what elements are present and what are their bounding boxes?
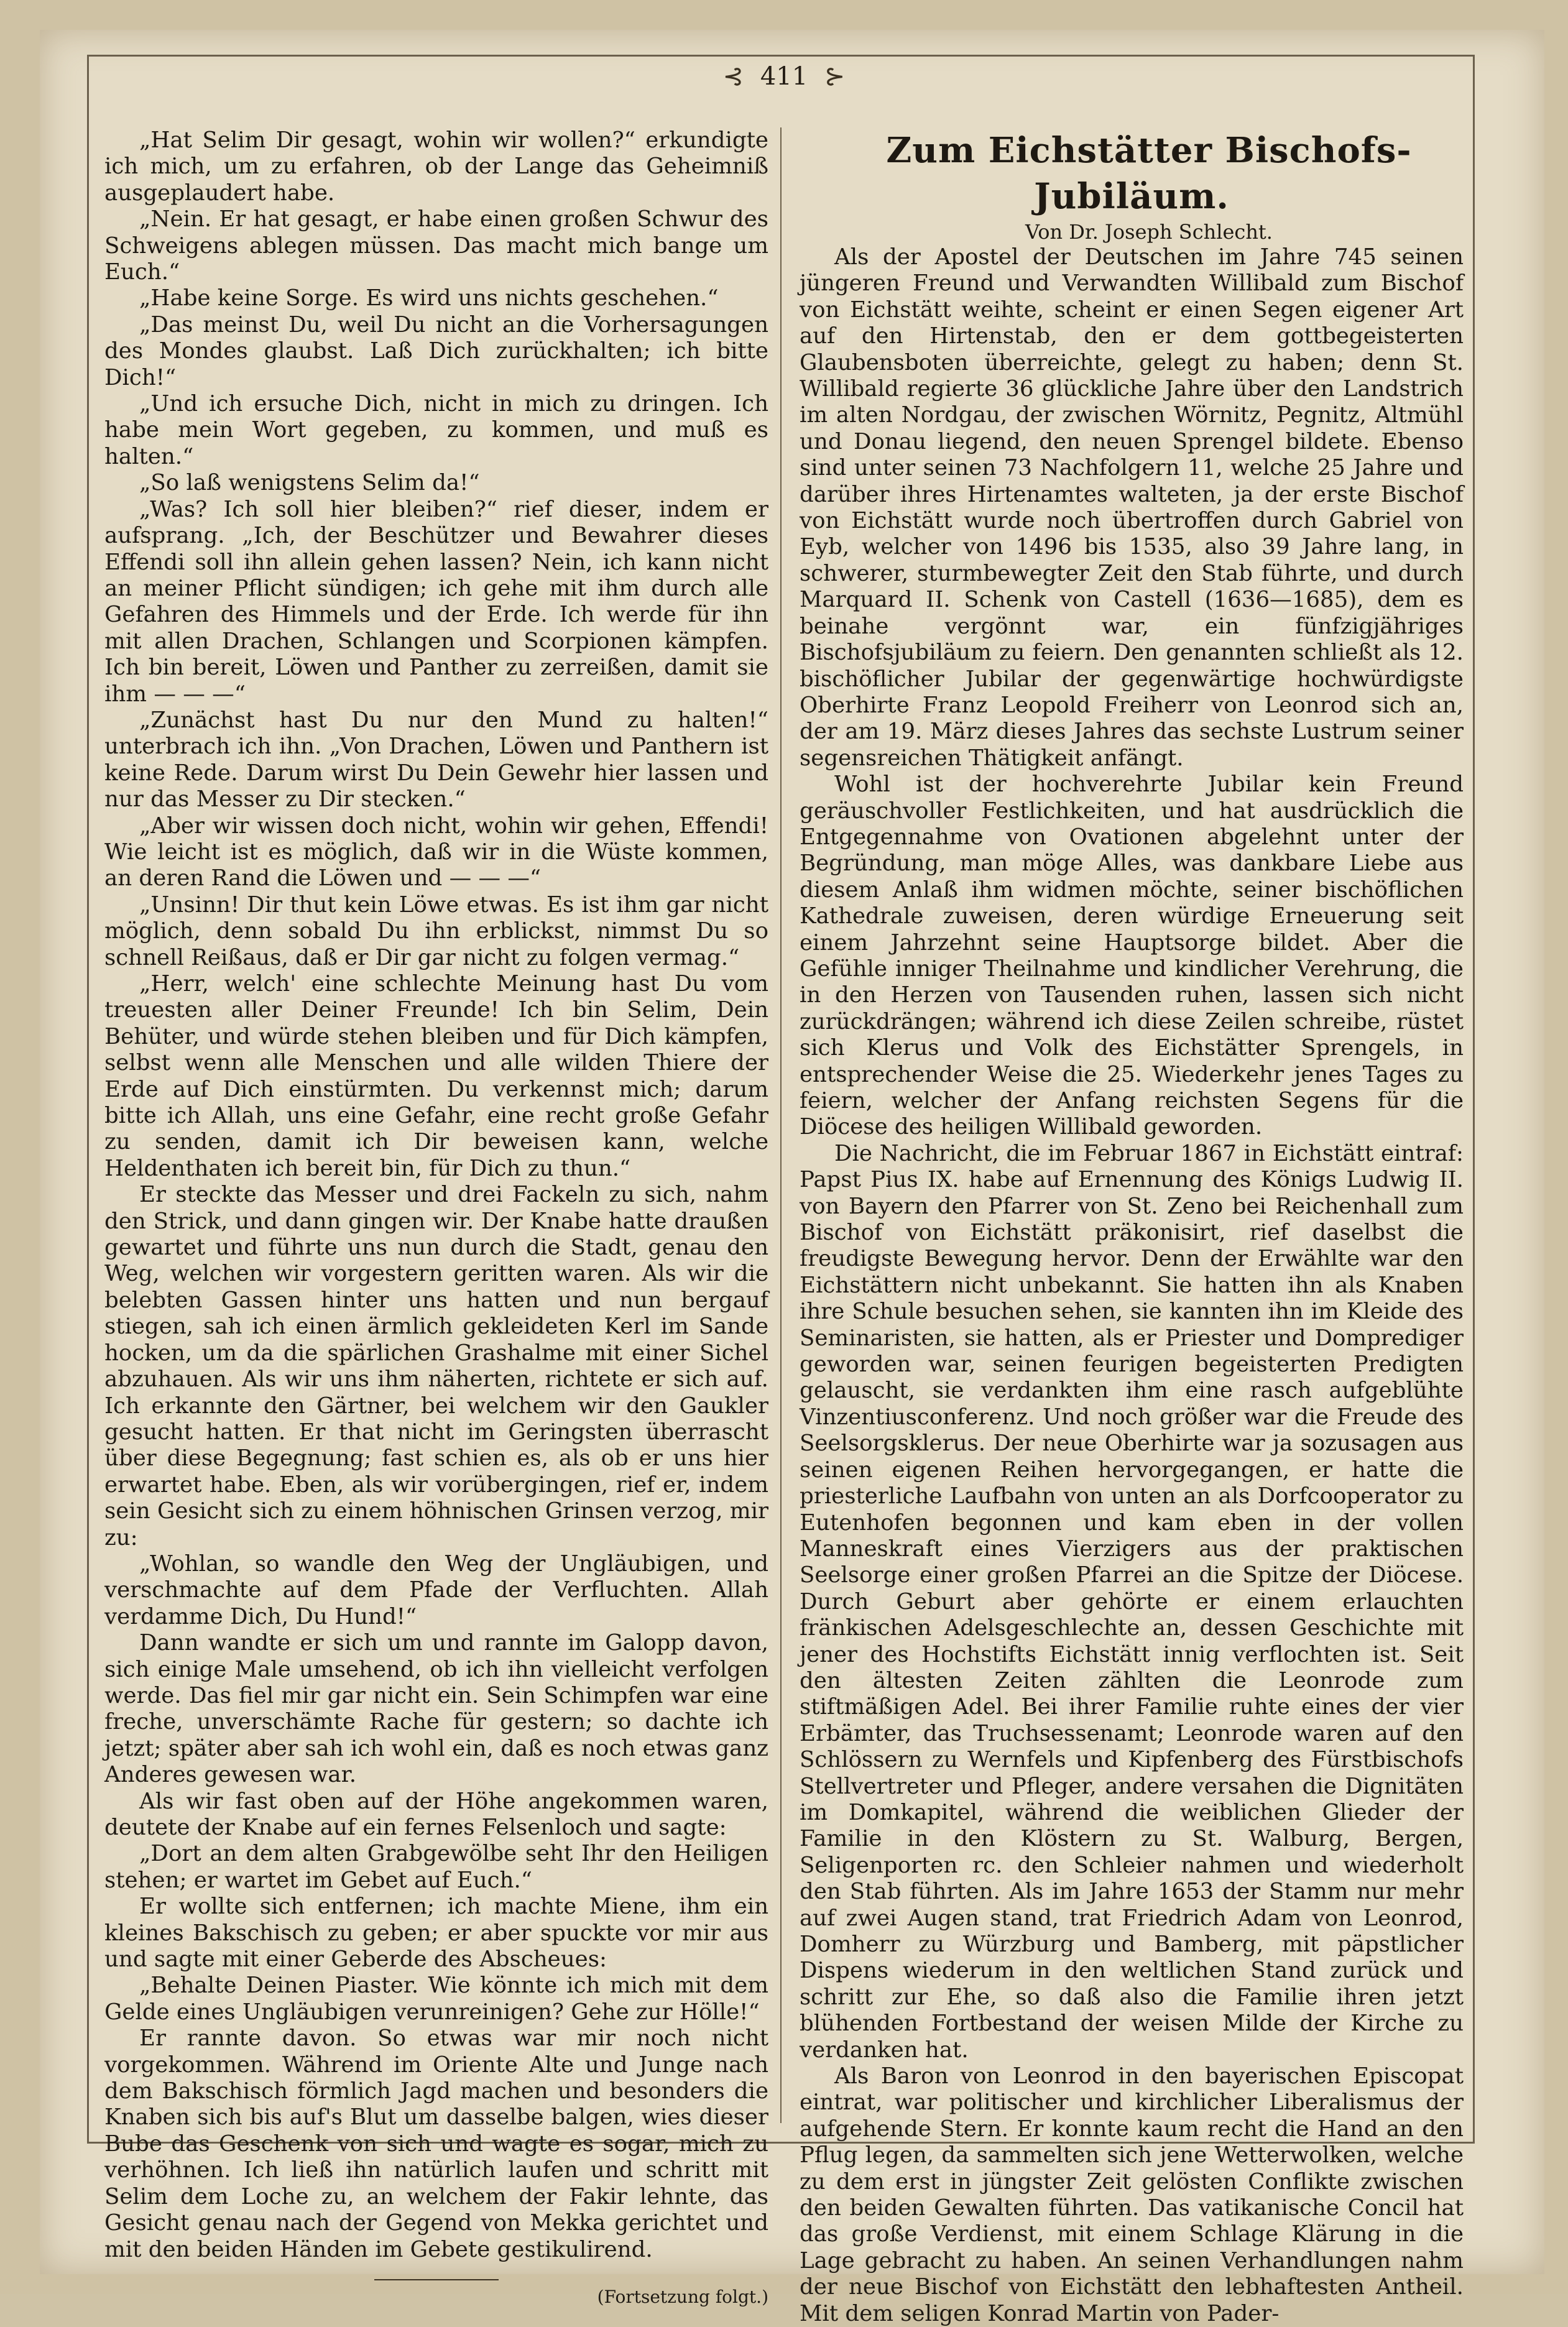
paragraph: Als Baron von Leonrod in den bayerischen Episcopat eintrat, war politischer und kirchlicher Liberalismus der aufgehende Stern. Er konnte kaum recht die Hand an den Pflug legen, da sammelten sich jene Wetterwolken, welche zu dem erst in jüngster Zeit gelösten Conflikte zwischen den beiden Gewalten führten. Das vatikanische Concil hat das große Verdienst, mit einem Schlage Klärung in die Lage gebracht zu haben. An seinen Verhandlungen nahm der neue Bischof von Eichstätt den lebhaftesten Antheil. Mit dem seligen Konrad Martin von Pader- [800, 2063, 1464, 2326]
paragraph: „Unsinn! Dir thut kein Löwe etwas. Es ist ihm gar nicht möglich, denn sobald Du ihn erblickst, nimmst Du so schnell Reißaus, daß er Dir gar nicht zu folgen vermag.“ [104, 892, 768, 970]
article-title: Zum Eichstätter Bischofs-Jubiläum. [886, 130, 1412, 217]
paragraph: „Behalte Deinen Piaster. Wie könnte ich mich mit dem Gelde eines Ungläubigen verunreinigen? Gehe zur Hölle!“ [104, 1973, 768, 2025]
paragraph: „Aber wir wissen doch nicht, wohin wir gehen, Effendi! Wie leicht ist es möglich, daß wir in die Wüste kommen, an deren Rand die Löwen und — — —“ [104, 813, 768, 892]
right-column [800, 127, 1464, 2326]
paragraph: „Herr, welch' eine schlechte Meinung hast Du vom treuesten aller Deiner Freunde! Ich bin Selim, Dein Behüter, und würde stehen bleiben und für Dich kämpfen, selbst wenn alle Menschen und alle wilden Thiere der Erde auf Dich einstürmten. Du verkennst mich; darum bitte ich Allah, uns eine Gefahr, eine recht große Gefahr zu senden, damit ich Dir beweisen kann, welche Heldenthaten ich bereit bin, für Dich zu thun.“ [104, 971, 768, 1181]
page-number: 411 [760, 62, 808, 91]
paragraph: „Und ich ersuche Dich, nicht in mich zu dringen. Ich habe mein Wort gegeben, zu kommen, und muß es halten.“ [104, 391, 768, 469]
paragraph: „Nein. Er hat gesagt, er habe einen großen Schwur des Schweigens ablegen müssen. Das macht mich bange um Euch.“ [104, 206, 768, 285]
paragraph: Die Nachricht, die im Februar 1867 in Eichstätt eintraf: Papst Pius IX. habe auf Ernennung des Königs Ludwig II. von Bayern den Pfarrer von St. Zeno bei Reichenhall zum Bischof von Eichstätt präkonisirt, rief daselbst die freudigste Bewegung hervor. Denn der Erwählte war den Eichstättern nicht unbekannt. Sie hatten ihn als Knaben ihre Schule besuchen sehen, sie kannten ihn im Kleide des Seminaristen, sie hatten, als er Priester und Domprediger geworden war, seinen feurigen begeisterten Predigten gelauscht, sie verdankten ihm eine rasch aufgeblühte Vinzentiusconferenz. Und noch größer war die Freude des Seelsorgsklerus. Der neue Oberhirte war ja sozusagen aus seinen eigenen Reihen hervorgegangen, er hatte die priesterliche Laufbahn von unten an als Dorfcooperator zu Eutenhofen begonnen und kam eben in der vollen Manneskraft eines Vierzigers aus der praktischen Seelsorge einer großen Pfarrei an die Spitze der Diöcese. Durch Geburt aber gehörte er einem erlauchten fränkischen Adelsgeschlechte an, dessen Geschichte mit jener des Hochstifts Eichstätt innig verflochten ist. Seit den ältesten Zeiten zählten die Leonrode zum stiftmäßigen Adel. Bei ihrer Familie ruhte eines der vier Erbämter, das Truchsessenamt; Leonrode waren auf den Schlössern zu Wernfels und Kipfenberg des Fürstbischofs Stellvertreter und Pfleger, andere versahen die Dignitäten im Domkapitel, während die weiblichen Glieder der Familie in den Klöstern zu St. Walburg, Bergen, Seligenporten rc. den Schleier nahmen und wiederholt den Stab führten. Als im Jahre 1653 der Stamm nur mehr auf zwei Augen stand, trat Friedrich Adam von Leonrod, Domherr zu Würzburg und Bamberg, mit päpstlicher Dispens wiederum in den weltlichen Stand zurück und schritt zur Ehe, so daß also die Familie ihren jetzt blühenden Fortbestand der weisen Milde der Kirche zu verdanken hat. [800, 1140, 1464, 2063]
paragraph: „Dort an dem alten Grabgewölbe seht Ihr den Heiligen stehen; er wartet im Gebet auf Euch.“ [104, 1841, 768, 1893]
paragraph: „Das meinst Du, weil Du nicht an die Vorhersagungen des Mondes glaubst. Laß Dich zurückhalten; ich bitte Dich!“ [104, 311, 768, 390]
paragraph: Er wollte sich entfernen; ich machte Miene, ihm ein kleines Bakschisch zu geben; er aber spuckte vor mir aus und sagte mit einer Geberde des Abscheues: [104, 1894, 768, 1973]
ornament-right-icon: ⊱ [824, 62, 846, 91]
page-header [0, 62, 1568, 137]
paragraph: Er steckte das Messer und drei Fackeln zu sich, nahm den Strick, und dann gingen wir. Der Knabe hatte draußen gewartet und führte uns nun durch die Stadt, genau den Weg, welchen wir vorgestern geritten waren. Als wir die belebten Gassen hinter uns hatten und nun bergauf stiegen, sah ich einen ärmlich gekleideten Kerl im Sande hocken, um da die spärlichen Grashalme mit einer Sichel abzuhauen. Als wir uns ihm näherten, richtete er sich auf. Ich erkannte den Gärtner, bei welchem wir den Gaukler gesucht hatten. Er that nicht im Geringsten überrascht über diese Begegnung; fast schien es, als ob er uns hier erwartet habe. Eben, als wir vorübergingen, rief er, indem sein Gesicht sich zu einem höhnischen Grinsen verzog, mir zu: [104, 1182, 768, 1551]
paragraph: Dann wandte er sich um und rannte im Galopp davon, sich einige Male umsehend, ob ich ihn vielleicht verfolgen werde. Das fiel mir gar nicht ein. Sein Schimpfen war eine freche, unverschämte Rache für gestern; so dachte ich jetzt; später aber sah ich wohl ein, daß es noch etwas ganz Anderes gewesen war. [104, 1630, 768, 1788]
paragraph: „Habe keine Sorge. Es wird uns nichts geschehen.“ [139, 285, 719, 311]
paragraph: Wohl ist der hochverehrte Jubilar kein Freund geräuschvoller Festlichkeiten, und hat ausdrücklich die Entgegennahme von Ovationen abgelehnt unter der Begründung, man möge Alles, was dankbare Liebe aus diesem Anlaß ihm widmen möchte, seiner bischöflichen Kathedrale zuweisen, deren würdige Erneuerung seit einem Jahrzehnt seine Hauptsorge bildet. Aber die Gefühle inniger Theilnahme und kindlicher Verehrung, die in den Herzen von Tausenden ruhen, lassen sich nicht zurückdrängen; während ich diese Zeilen schreibe, rüstet sich Klerus und Volk des Eichstätter Sprengels, in entsprechender Weise die 25. Wiederkehr jenes Tages zu feiern, welcher der Anfang reichsten Segens für die Diöcese des heiligen Willibald geworden. [800, 772, 1464, 1140]
paragraph: „So laß wenigstens Selim da!“ [139, 470, 480, 496]
column-divider [780, 127, 782, 2123]
continuation-note: (Fortsetzung folgt.) [597, 2286, 768, 2307]
paragraph: Als der Apostel der Deutschen im Jahre 745 seinen jüngeren Freund und Verwandten Willibald zum Bischof von Eichstätt weihte, scheint er einen Segen eigener Art auf den Hirtenstab, den er dem gottbegeisterten Glaubensboten überreichte, gelegt zu haben; denn St. Willibald regierte 36 glückliche Jahre über den Landstrich im alten Nordgau, der zwischen Wörnitz, Pegnitz, Altmühl und Donau liegend, den neuen Sprengel bildete. Ebenso sind unter seinen 73 Nachfolgern 11, welche 25 Jahre und darüber ihres Hirtenamtes walteten, ja der erste Bischof von Eichstätt wurde noch übertroffen durch Gabriel von Eyb, welcher von 1496 bis 1535, also 39 Jahre lang, in schwerer, sturmbewegter Zeit den Stab führte, und durch Marquard II. Schenk von Castell (1636—1685), dem es beinahe vergönnt war, ein fünfzigjähriges Bischofsjubiläum zu feiern. Den genannten schließt als 12. bischöflicher Jubilar der gegenwärtige hochwürdigste Oberhirte Franz Leopold Freiherr von Leonrod sich an, der am 19. März dieses Jahres das sechste Lustrum seiner segensreichen Thätigkeit anfängt. [800, 244, 1464, 771]
left-column [104, 127, 768, 2307]
ornament-left-icon: ⊰ [722, 62, 744, 91]
paragraph: Als wir fast oben auf der Höhe angekommen waren, deutete der Knabe auf ein fernes Felsenloch und sagte: [104, 1788, 768, 1840]
paragraph: Er rannte davon. So etwas war mir noch nicht vorgekommen. Während im Oriente Alte und Junge nach dem Bakschisch förmlich Jagd machen und besonders die Knaben sich bis auf's Blut um dasselbe balgen, wies dieser Bube das Geschenk von sich und wagte es sogar, mich zu verhöhnen. Ich ließ ihn natürlich laufen und schritt mit Selim dem Loche zu, an welchem der Fakir lehnte, das Gesicht genau nach der Gegend von Mekka gerichtet und mit den beiden Händen im Gebete gestikulirend. [104, 2025, 768, 2262]
article-author: Von Dr. Joseph Schlecht. [1025, 220, 1273, 244]
paragraph: „Zunächst hast Du nur den Mund zu halten!“ unterbrach ich ihn. „Von Drachen, Löwen und Panthern ist keine Rede. Darum wirst Du Dein Gewehr hier lassen und nur das Messer zu Dir stecken.“ [104, 707, 768, 813]
paragraph: „Wohlan, so wandle den Weg der Ungläubigen, und verschmachte auf dem Pfade der Verfluchten. Allah verdamme Dich, Du Hund!“ [104, 1551, 768, 1629]
story-end-rule [374, 2279, 499, 2280]
paragraph: „Was? Ich soll hier bleiben?“ rief dieser, indem er aufsprang. „Ich, der Beschützer und Bewahrer dieses Effendi soll ihn allein gehen lassen? Nein, ich kann nicht an meiner Pflicht sündigen; ich gehe mit ihm durch alle Gefahren des Himmels und der Erde. Ich werde für ihn mit allen Drachen, Schlangen und Scorpionen kämpfen. Ich bin bereit, Löwen und Panther zu zerreißen, damit sie ihm — — —“ [104, 496, 768, 707]
paragraph: „Hat Selim Dir gesagt, wohin wir wollen?“ erkundigte ich mich, um zu erfahren, ob der Lange das Geheimniß ausgeplaudert habe. [104, 127, 768, 206]
